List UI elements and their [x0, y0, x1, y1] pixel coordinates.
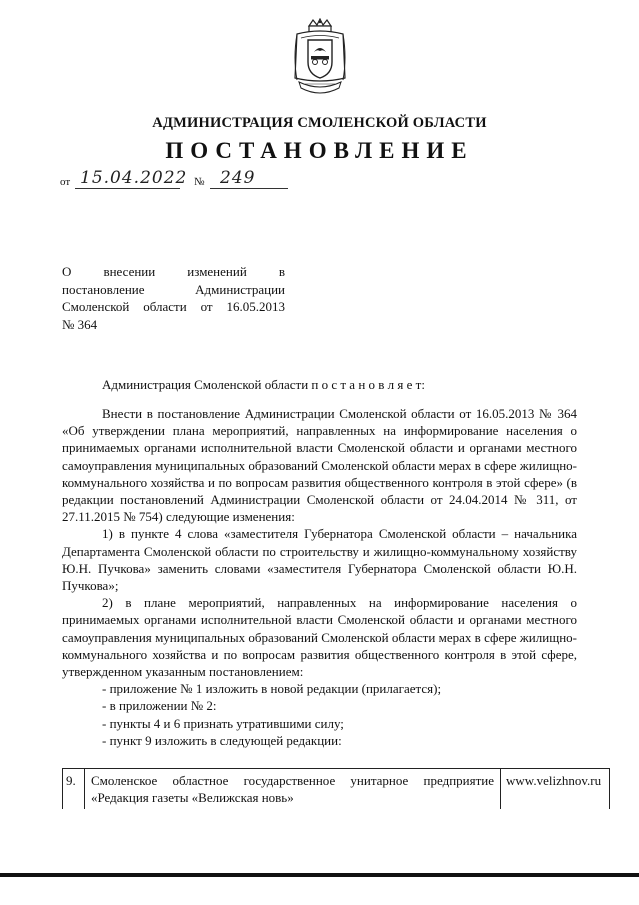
date-underline	[75, 188, 180, 189]
subject-line: постановление Администрации	[62, 281, 285, 297]
handwritten-date: 15.04.2022	[80, 168, 188, 188]
document-type-title: ПОСТАНОВЛЕНИЕ	[165, 138, 474, 163]
number-underline	[210, 188, 288, 189]
document-reference	[60, 168, 320, 194]
website-cell: www.velizhnov.ru	[501, 769, 610, 809]
subject-line: № 364	[62, 316, 98, 332]
amendment-table-row	[62, 768, 610, 809]
preamble: Администрация Смоленской области п о с т а н о в л я е т:	[102, 377, 425, 392]
document-subject	[62, 263, 285, 333]
row-number-cell: 9.	[62, 769, 85, 809]
coat-of-arms-emblem	[291, 18, 349, 100]
subject-line: О внесении изменений в	[62, 264, 285, 279]
number-label: №	[194, 176, 205, 188]
organization-cell: Смоленское областное государственное унитарное предприятие «Редакция газеты «Велижская новь»	[85, 769, 501, 809]
from-label: от	[60, 176, 71, 188]
list-item: - пункты 4 и 6 признать утратившими силу;	[102, 715, 344, 731]
list-item: - в приложении № 2:	[102, 698, 217, 714]
body-paragraph: 2) в плане мероприятий, направленных на информирование населения о принимаемых органами исполнительной власти Смоленской области и органами местного самоуправления муниципальных образований Смоленской области мерах в сфере жилищно-коммунального хозяйства и по вопросам развития общественного контроля в этой сфере, утвержденном указанным постановлением:	[62, 595, 577, 680]
subject-line: Смоленской области от 16.05.2013	[62, 299, 285, 314]
list-item: - приложение № 1 изложить в новой редакции (прилагается);	[102, 681, 442, 697]
list-item: - пункт 9 изложить в следующей редакции:	[102, 732, 342, 748]
body-paragraph: Внести в постановление Администрации Смоленской области от 16.05.2013 № 364 «Об утверждении плана мероприятий, направленных на информирование населения о принимаемых органами исполнительной власти Смоленской области и органами местного самоуправления муниципальных образований Смоленской области мерах в сфере жилищно-коммунального хозяйства и по вопросам развития общественного контроля в этой сфере» (в редакции постановлений Администрации Смоленской области от 24.04.2014 № 311, от 27.11.2015 № 754) следующие изменения:	[62, 406, 577, 525]
handwritten-number: 249	[220, 168, 256, 188]
body-paragraph: 1) в пункте 4 слова «заместителя Губернатора Смоленской области – начальника Департамента Смоленской области по строительству и жилищно-коммунальному хозяйству Ю.Н. Пучкова» заменить словами «заместителя Губернатора Смоленской области Ю.Н. Пучкова»;	[62, 526, 577, 594]
document-body	[62, 405, 577, 749]
bottom-rule	[0, 873, 639, 877]
agency-name: АДМИНИСТРАЦИЯ СМОЛЕНСКОЙ ОБЛАСТИ	[152, 115, 487, 131]
